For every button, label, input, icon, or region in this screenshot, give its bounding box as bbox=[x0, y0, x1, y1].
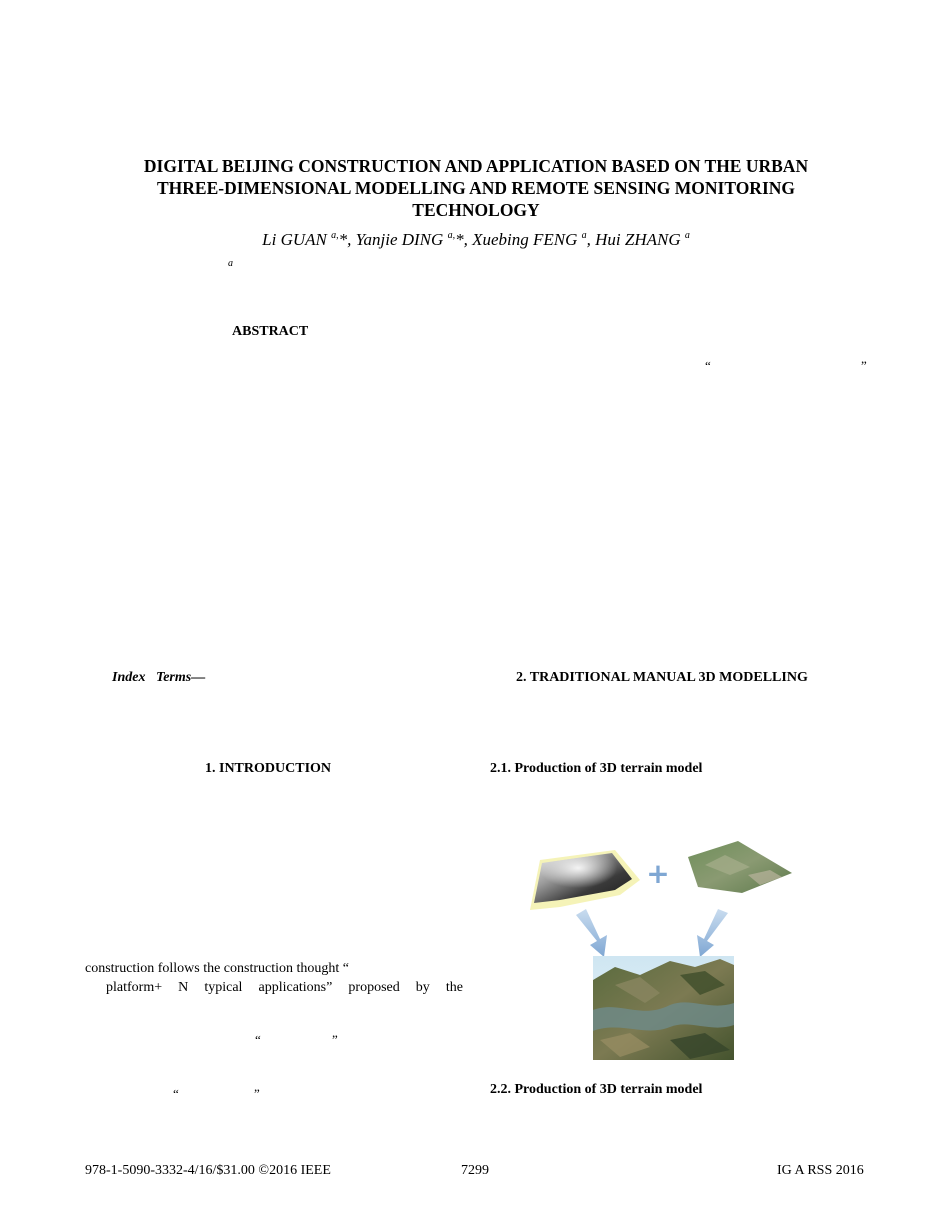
footer-copyright: 978-1-5090-3332-4/16/$31.00 ©2016 IEEE bbox=[85, 1163, 331, 1178]
subsection-2-2-heading: 2.2. Production of 3D terrain model bbox=[490, 1082, 703, 1097]
abstract-heading: ABSTRACT bbox=[232, 324, 309, 339]
intro-word: applications” bbox=[258, 980, 333, 995]
intro-word: platform+ bbox=[106, 980, 163, 995]
intro-word: proposed bbox=[348, 980, 400, 995]
subsection-2-1-heading: 2.1. Production of 3D terrain model bbox=[490, 761, 703, 776]
quote-close-intro-2: ” bbox=[254, 1086, 260, 1101]
intro-word: typical bbox=[204, 980, 243, 995]
author-4: Hui ZHANG $^a$ bbox=[595, 230, 690, 249]
title-line-3: TECHNOLOGY bbox=[412, 200, 540, 220]
quote-close-abstract: ” bbox=[861, 358, 867, 373]
author-list bbox=[80, 230, 872, 250]
title-line-1: DIGITAL BEIJING CONSTRUCTION AND APPLICATION BASED ON THE URBAN bbox=[143, 156, 809, 176]
author-2: Yanjie DING $^{a,}$*, bbox=[355, 230, 473, 249]
section-1-heading: 1. INTRODUCTION bbox=[205, 761, 332, 776]
affiliation-marker: a bbox=[228, 258, 233, 269]
arrow-down-left-icon bbox=[697, 909, 728, 957]
intro-word: by bbox=[415, 980, 430, 995]
plus-icon: + bbox=[646, 857, 670, 890]
arrow-down-right-icon bbox=[576, 909, 607, 957]
section-2-heading: 2. TRADITIONAL MANUAL 3D MODELLING bbox=[516, 670, 808, 685]
author-1: Li GUAN $^{a,}$*, bbox=[262, 230, 356, 249]
footer-page-number: 7299 bbox=[461, 1163, 489, 1178]
intro-line-1: construction follows the construction thought “ bbox=[85, 961, 350, 976]
title-line-2: THREE-DIMENSIONAL MODELLING AND REMOTE SENSING MONITORING bbox=[156, 178, 796, 198]
intro-line-2 bbox=[106, 980, 463, 996]
imagery-tile-image bbox=[688, 841, 792, 893]
paper-title bbox=[80, 155, 872, 221]
quote-open-abstract: “ bbox=[705, 358, 711, 373]
terrain-3d-image bbox=[593, 956, 734, 1060]
quote-close-intro-1: ” bbox=[332, 1032, 338, 1047]
dem-tile-image bbox=[530, 850, 640, 910]
terrain-model-figure bbox=[520, 835, 800, 1065]
intro-word: the bbox=[445, 980, 463, 995]
quote-open-intro-2: “ bbox=[173, 1086, 179, 1101]
footer-conference: IG A RSS 2016 bbox=[777, 1163, 864, 1178]
index-terms-label: Index Terms— bbox=[112, 670, 206, 685]
author-3: Xuebing FENG $^a$, bbox=[472, 230, 596, 249]
quote-open-intro-1: “ bbox=[255, 1032, 261, 1047]
intro-word: N bbox=[178, 980, 189, 995]
